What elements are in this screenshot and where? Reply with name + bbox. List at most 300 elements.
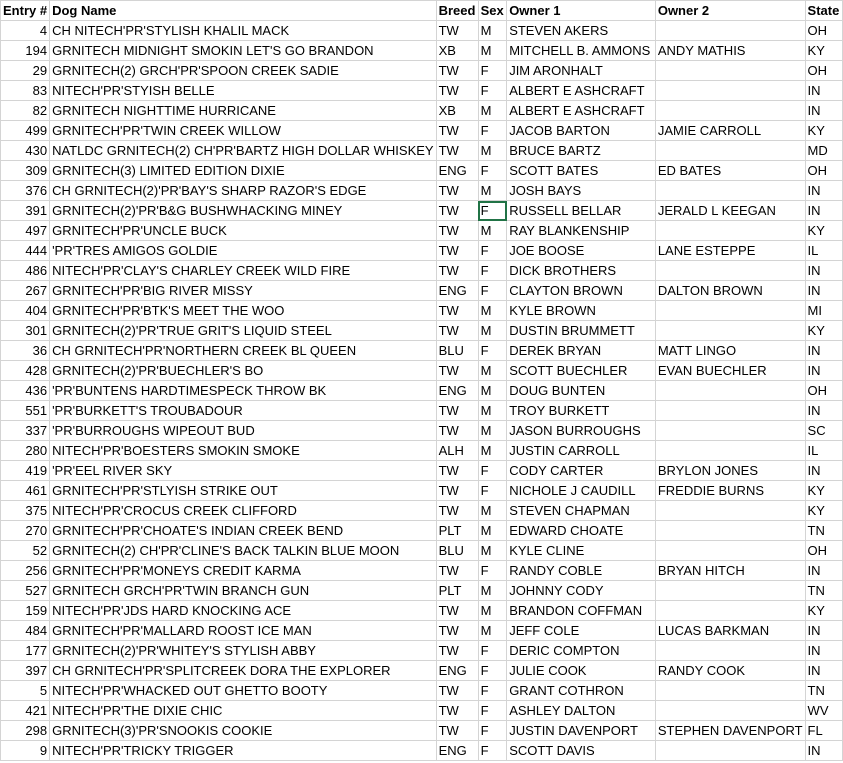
cell-owner-2[interactable] bbox=[655, 61, 805, 81]
cell-owner-1[interactable]: STEVEN AKERS bbox=[507, 21, 656, 41]
cell-dog-name[interactable]: CH GRNITECH'PR'SPLITCREEK DORA THE EXPLORER bbox=[50, 661, 437, 681]
cell-dog-name[interactable]: NATLDC GRNITECH(2) CH'PR'BARTZ HIGH DOLLAR WHISKEY bbox=[50, 141, 437, 161]
cell-breed[interactable]: XB bbox=[436, 101, 478, 121]
cell-entry[interactable]: 486 bbox=[1, 261, 50, 281]
cell-dog-name[interactable]: 'PR'BURKETT'S TROUBADOUR bbox=[50, 401, 437, 421]
cell-sex[interactable]: F bbox=[478, 741, 507, 761]
cell-dog-name[interactable]: GRNITECH'PR'TWIN CREEK WILLOW bbox=[50, 121, 437, 141]
cell-owner-1[interactable]: ALBERT E ASHCRAFT bbox=[507, 101, 656, 121]
cell-entry[interactable]: 397 bbox=[1, 661, 50, 681]
cell-owner-1[interactable]: SCOTT BATES bbox=[507, 161, 656, 181]
cell-owner-2[interactable] bbox=[655, 301, 805, 321]
cell-dog-name[interactable]: GRNITECH(2)'PR'TRUE GRIT'S LIQUID STEEL bbox=[50, 321, 437, 341]
cell-breed[interactable]: TW bbox=[436, 141, 478, 161]
cell-owner-2[interactable] bbox=[655, 381, 805, 401]
cell-owner-1[interactable]: JOE BOOSE bbox=[507, 241, 656, 261]
cell-state[interactable]: TN bbox=[805, 681, 842, 701]
cell-owner-1[interactable]: ALBERT E ASHCRAFT bbox=[507, 81, 656, 101]
cell-entry[interactable]: 270 bbox=[1, 521, 50, 541]
cell-entry[interactable]: 309 bbox=[1, 161, 50, 181]
header-sex[interactable]: Sex bbox=[478, 1, 507, 21]
cell-owner-1[interactable]: CLAYTON BROWN bbox=[507, 281, 656, 301]
cell-entry[interactable]: 436 bbox=[1, 381, 50, 401]
cell-dog-name[interactable]: GRNITECH NIGHTTIME HURRICANE bbox=[50, 101, 437, 121]
cell-dog-name[interactable]: GRNITECH'PR'CHOATE'S INDIAN CREEK BEND bbox=[50, 521, 437, 541]
cell-owner-1[interactable]: CODY CARTER bbox=[507, 461, 656, 481]
cell-sex[interactable]: M bbox=[478, 581, 507, 601]
cell-sex[interactable]: F bbox=[478, 261, 507, 281]
cell-owner-1[interactable]: JEFF COLE bbox=[507, 621, 656, 641]
cell-entry[interactable]: 461 bbox=[1, 481, 50, 501]
cell-dog-name[interactable]: CH NITECH'PR'STYLISH KHALIL MACK bbox=[50, 21, 437, 41]
cell-sex[interactable]: M bbox=[478, 441, 507, 461]
cell-sex[interactable]: F bbox=[478, 561, 507, 581]
cell-breed[interactable]: TW bbox=[436, 321, 478, 341]
cell-entry[interactable]: 82 bbox=[1, 101, 50, 121]
cell-owner-1[interactable]: RUSSELL BELLAR bbox=[507, 201, 656, 221]
cell-state[interactable]: KY bbox=[805, 221, 842, 241]
cell-sex[interactable]: M bbox=[478, 401, 507, 421]
cell-breed[interactable]: ALH bbox=[436, 441, 478, 461]
cell-owner-2[interactable] bbox=[655, 81, 805, 101]
cell-state[interactable]: KY bbox=[805, 321, 842, 341]
cell-state[interactable]: OH bbox=[805, 541, 842, 561]
cell-sex[interactable]: M bbox=[478, 521, 507, 541]
cell-sex[interactable]: F bbox=[478, 641, 507, 661]
cell-dog-name[interactable]: NITECH'PR'CLAY'S CHARLEY CREEK WILD FIRE bbox=[50, 261, 437, 281]
cell-owner-1[interactable]: DEREK BRYAN bbox=[507, 341, 656, 361]
cell-owner-1[interactable]: STEVEN CHAPMAN bbox=[507, 501, 656, 521]
table-row bbox=[1, 541, 843, 561]
cell-dog-name[interactable]: 'PR'EEL RIVER SKY bbox=[50, 461, 437, 481]
cell-owner-1[interactable]: BRUCE BARTZ bbox=[507, 141, 656, 161]
cell-sex[interactable]: M bbox=[478, 321, 507, 341]
cell-state[interactable]: MI bbox=[805, 301, 842, 321]
header-row bbox=[1, 1, 843, 21]
cell-dog-name[interactable]: NITECH'PR'CROCUS CREEK CLIFFORD bbox=[50, 501, 437, 521]
cell-state[interactable]: IL bbox=[805, 441, 842, 461]
cell-state[interactable]: IN bbox=[805, 261, 842, 281]
table-row bbox=[1, 721, 843, 741]
cell-state[interactable]: IN bbox=[805, 641, 842, 661]
cell-owner-2[interactable] bbox=[655, 321, 805, 341]
cell-owner-2[interactable] bbox=[655, 421, 805, 441]
cell-breed[interactable]: TW bbox=[436, 61, 478, 81]
cell-entry[interactable]: 444 bbox=[1, 241, 50, 261]
cell-state[interactable]: IN bbox=[805, 401, 842, 421]
table-row bbox=[1, 221, 843, 241]
cell-entry[interactable]: 428 bbox=[1, 361, 50, 381]
cell-sex[interactable]: M bbox=[478, 21, 507, 41]
cell-sex[interactable]: M bbox=[478, 601, 507, 621]
table-row bbox=[1, 381, 843, 401]
cell-state[interactable]: TN bbox=[805, 521, 842, 541]
cell-owner-2[interactable]: DALTON BROWN bbox=[655, 281, 805, 301]
cell-dog-name[interactable]: 'PR'BUNTENS HARDTIMESPECK THROW BK bbox=[50, 381, 437, 401]
table-row bbox=[1, 21, 843, 41]
cell-dog-name[interactable]: GRNITECH(3) LIMITED EDITION DIXIE bbox=[50, 161, 437, 181]
cell-dog-name[interactable]: NITECH'PR'JDS HARD KNOCKING ACE bbox=[50, 601, 437, 621]
cell-state[interactable]: SC bbox=[805, 421, 842, 441]
table-row bbox=[1, 361, 843, 381]
cell-breed[interactable]: TW bbox=[436, 621, 478, 641]
cell-owner-2[interactable]: MATT LINGO bbox=[655, 341, 805, 361]
table-row bbox=[1, 241, 843, 261]
cell-sex[interactable]: F bbox=[478, 121, 507, 141]
cell-sex[interactable]: M bbox=[478, 541, 507, 561]
cell-breed[interactable]: TW bbox=[436, 401, 478, 421]
cell-entry[interactable]: 298 bbox=[1, 721, 50, 741]
cell-entry[interactable]: 551 bbox=[1, 401, 50, 421]
cell-owner-2[interactable] bbox=[655, 101, 805, 121]
cell-breed[interactable]: XB bbox=[436, 41, 478, 61]
cell-owner-2[interactable] bbox=[655, 21, 805, 41]
cell-entry[interactable]: 301 bbox=[1, 321, 50, 341]
cell-owner-1[interactable]: KYLE CLINE bbox=[507, 541, 656, 561]
cell-breed[interactable]: ENG bbox=[436, 161, 478, 181]
cell-entry[interactable]: 391 bbox=[1, 201, 50, 221]
table-row bbox=[1, 501, 843, 521]
cell-entry[interactable]: 5 bbox=[1, 681, 50, 701]
table-row bbox=[1, 481, 843, 501]
cell-entry[interactable]: 430 bbox=[1, 141, 50, 161]
cell-dog-name[interactable]: GRNITECH'PR'STLYISH STRIKE OUT bbox=[50, 481, 437, 501]
cell-owner-2[interactable]: BRYAN HITCH bbox=[655, 561, 805, 581]
cell-breed[interactable]: TW bbox=[436, 21, 478, 41]
cell-sex[interactable]: F bbox=[478, 481, 507, 501]
cell-breed[interactable]: TW bbox=[436, 701, 478, 721]
table-row bbox=[1, 141, 843, 161]
cell-owner-1[interactable]: JUSTIN DAVENPORT bbox=[507, 721, 656, 741]
cell-state[interactable]: IN bbox=[805, 101, 842, 121]
cell-state[interactable]: KY bbox=[805, 41, 842, 61]
cell-sex[interactable]: M bbox=[478, 421, 507, 441]
cell-dog-name[interactable]: 'PR'BURROUGHS WIPEOUT BUD bbox=[50, 421, 437, 441]
cell-owner-2[interactable] bbox=[655, 441, 805, 461]
cell-breed[interactable]: TW bbox=[436, 501, 478, 521]
cell-entry[interactable]: 484 bbox=[1, 621, 50, 641]
cell-dog-name[interactable]: GRNITECH(2) CH'PR'CLINE'S BACK TALKIN BLUE MOON bbox=[50, 541, 437, 561]
cell-owner-2[interactable] bbox=[655, 741, 805, 761]
cell-state[interactable]: IN bbox=[805, 361, 842, 381]
cell-owner-1[interactable]: JIM ARONHALT bbox=[507, 61, 656, 81]
cell-owner-2[interactable] bbox=[655, 261, 805, 281]
cell-entry[interactable]: 4 bbox=[1, 21, 50, 41]
cell-owner-1[interactable]: JACOB BARTON bbox=[507, 121, 656, 141]
cell-sex[interactable]: M bbox=[478, 621, 507, 641]
cell-dog-name[interactable]: GRNITECH'PR'UNCLE BUCK bbox=[50, 221, 437, 241]
cell-entry[interactable]: 280 bbox=[1, 441, 50, 461]
cell-owner-1[interactable]: JULIE COOK bbox=[507, 661, 656, 681]
table-row bbox=[1, 261, 843, 281]
cell-state[interactable]: OH bbox=[805, 161, 842, 181]
cell-state[interactable]: IN bbox=[805, 561, 842, 581]
cell-entry[interactable]: 499 bbox=[1, 121, 50, 141]
cell-dog-name[interactable]: GRNITECH(3)'PR'SNOOKIS COOKIE bbox=[50, 721, 437, 741]
cell-owner-2[interactable] bbox=[655, 681, 805, 701]
cell-dog-name[interactable]: GRNITECH(2) GRCH'PR'SPOON CREEK SADIE bbox=[50, 61, 437, 81]
cell-state[interactable]: IN bbox=[805, 461, 842, 481]
table-row bbox=[1, 101, 843, 121]
table-row bbox=[1, 661, 843, 681]
cell-breed[interactable]: TW bbox=[436, 301, 478, 321]
cell-breed[interactable]: TW bbox=[436, 721, 478, 741]
cell-sex[interactable]: F bbox=[478, 681, 507, 701]
table-row bbox=[1, 561, 843, 581]
cell-owner-1[interactable]: SCOTT DAVIS bbox=[507, 741, 656, 761]
cell-breed[interactable]: PLT bbox=[436, 581, 478, 601]
cell-breed[interactable]: TW bbox=[436, 361, 478, 381]
cell-owner-1[interactable]: RANDY COBLE bbox=[507, 561, 656, 581]
cell-entry[interactable]: 497 bbox=[1, 221, 50, 241]
cell-sex[interactable]: F bbox=[478, 161, 507, 181]
cell-state[interactable]: IL bbox=[805, 241, 842, 261]
cell-breed[interactable]: TW bbox=[436, 201, 478, 221]
table-row bbox=[1, 321, 843, 341]
cell-owner-2[interactable]: EVAN BUECHLER bbox=[655, 361, 805, 381]
cell-state[interactable]: IN bbox=[805, 341, 842, 361]
cell-sex[interactable]: F bbox=[478, 81, 507, 101]
cell-owner-2[interactable]: JAMIE CARROLL bbox=[655, 121, 805, 141]
cell-dog-name[interactable]: NITECH'PR'BOESTERS SMOKIN SMOKE bbox=[50, 441, 437, 461]
cell-owner-2[interactable]: FREDDIE BURNS bbox=[655, 481, 805, 501]
cell-entry[interactable]: 375 bbox=[1, 501, 50, 521]
cell-breed[interactable]: TW bbox=[436, 561, 478, 581]
cell-owner-2[interactable]: BRYLON JONES bbox=[655, 461, 805, 481]
cell-dog-name[interactable]: GRNITECH(2)'PR'B&G BUSHWHACKING MINEY bbox=[50, 201, 437, 221]
cell-sex[interactable]: F bbox=[478, 661, 507, 681]
header-owner-2[interactable]: Owner 2 bbox=[655, 1, 805, 21]
cell-owner-1[interactable]: BRANDON COFFMAN bbox=[507, 601, 656, 621]
cell-owner-1[interactable]: KYLE BROWN bbox=[507, 301, 656, 321]
cell-owner-2[interactable]: STEPHEN DAVENPORT bbox=[655, 721, 805, 741]
cell-dog-name[interactable]: GRNITECH'PR'BTK'S MEET THE WOO bbox=[50, 301, 437, 321]
cell-breed[interactable]: ENG bbox=[436, 381, 478, 401]
cell-breed[interactable]: TW bbox=[436, 81, 478, 101]
cell-state[interactable]: KY bbox=[805, 121, 842, 141]
cell-breed[interactable]: BLU bbox=[436, 541, 478, 561]
cell-entry[interactable]: 337 bbox=[1, 421, 50, 441]
cell-state[interactable]: IN bbox=[805, 201, 842, 221]
cell-entry[interactable]: 177 bbox=[1, 641, 50, 661]
cell-dog-name[interactable]: GRNITECH MIDNIGHT SMOKIN LET'S GO BRANDON bbox=[50, 41, 437, 61]
cell-breed[interactable]: PLT bbox=[436, 521, 478, 541]
table-row bbox=[1, 301, 843, 321]
cell-owner-1[interactable]: JUSTIN CARROLL bbox=[507, 441, 656, 461]
cell-owner-1[interactable]: DERIC COMPTON bbox=[507, 641, 656, 661]
cell-dog-name[interactable]: CH GRNITECH(2)'PR'BAY'S SHARP RAZOR'S EDGE bbox=[50, 181, 437, 201]
cell-dog-name[interactable]: NITECH'PR'TRICKY TRIGGER bbox=[50, 741, 437, 761]
cell-dog-name[interactable]: GRNITECH GRCH'PR'TWIN BRANCH GUN bbox=[50, 581, 437, 601]
table-row bbox=[1, 581, 843, 601]
cell-state[interactable]: TN bbox=[805, 581, 842, 601]
cell-dog-name[interactable]: GRNITECH(2)'PR'BUECHLER'S BO bbox=[50, 361, 437, 381]
cell-state[interactable]: MD bbox=[805, 141, 842, 161]
cell-owner-2[interactable]: LUCAS BARKMAN bbox=[655, 621, 805, 641]
header-breed[interactable]: Breed bbox=[436, 1, 478, 21]
cell-state[interactable]: IN bbox=[805, 621, 842, 641]
cell-sex[interactable]: F bbox=[478, 201, 507, 221]
cell-entry[interactable]: 159 bbox=[1, 601, 50, 621]
cell-breed[interactable]: TW bbox=[436, 221, 478, 241]
cell-state[interactable]: OH bbox=[805, 381, 842, 401]
cell-owner-1[interactable]: TROY BURKETT bbox=[507, 401, 656, 421]
cell-sex[interactable]: F bbox=[478, 61, 507, 81]
table-row bbox=[1, 401, 843, 421]
cell-entry[interactable]: 419 bbox=[1, 461, 50, 481]
table-row bbox=[1, 421, 843, 441]
cell-owner-1[interactable]: SCOTT BUECHLER bbox=[507, 361, 656, 381]
cell-entry[interactable]: 421 bbox=[1, 701, 50, 721]
cell-owner-1[interactable]: MITCHELL B. AMMONS bbox=[507, 41, 656, 61]
table-row bbox=[1, 701, 843, 721]
cell-owner-2[interactable] bbox=[655, 701, 805, 721]
cell-sex[interactable]: F bbox=[478, 721, 507, 741]
cell-dog-name[interactable]: NITECH'PR'THE DIXIE CHIC bbox=[50, 701, 437, 721]
cell-sex[interactable]: M bbox=[478, 181, 507, 201]
cell-breed[interactable]: TW bbox=[436, 241, 478, 261]
header-dog-name[interactable]: Dog Name bbox=[50, 1, 437, 21]
cell-sex[interactable]: M bbox=[478, 381, 507, 401]
cell-entry[interactable]: 9 bbox=[1, 741, 50, 761]
cell-state[interactable]: OH bbox=[805, 21, 842, 41]
cell-breed[interactable]: TW bbox=[436, 121, 478, 141]
cell-owner-1[interactable]: JASON BURROUGHS bbox=[507, 421, 656, 441]
cell-state[interactable]: KY bbox=[805, 601, 842, 621]
cell-sex[interactable]: F bbox=[478, 701, 507, 721]
table-row bbox=[1, 681, 843, 701]
cell-owner-2[interactable]: ANDY MATHIS bbox=[655, 41, 805, 61]
cell-sex[interactable]: M bbox=[478, 101, 507, 121]
cell-entry[interactable]: 36 bbox=[1, 341, 50, 361]
cell-breed[interactable]: TW bbox=[436, 421, 478, 441]
cell-state[interactable]: OH bbox=[805, 61, 842, 81]
cell-state[interactable]: WV bbox=[805, 701, 842, 721]
cell-dog-name[interactable]: GRNITECH'PR'MALLARD ROOST ICE MAN bbox=[50, 621, 437, 641]
cell-dog-name[interactable]: GRNITECH'PR'MONEYS CREDIT KARMA bbox=[50, 561, 437, 581]
cell-owner-2[interactable]: ED BATES bbox=[655, 161, 805, 181]
cell-owner-2[interactable] bbox=[655, 581, 805, 601]
header-state[interactable]: State bbox=[805, 1, 842, 21]
cell-sex[interactable]: M bbox=[478, 501, 507, 521]
cell-state[interactable]: FL bbox=[805, 721, 842, 741]
cell-owner-1[interactable]: RAY BLANKENSHIP bbox=[507, 221, 656, 241]
table-row bbox=[1, 441, 843, 461]
cell-entry[interactable]: 256 bbox=[1, 561, 50, 581]
table-row bbox=[1, 81, 843, 101]
cell-owner-2[interactable] bbox=[655, 601, 805, 621]
cell-sex[interactable]: M bbox=[478, 361, 507, 381]
cell-entry[interactable]: 52 bbox=[1, 541, 50, 561]
cell-owner-2[interactable] bbox=[655, 181, 805, 201]
cell-breed[interactable]: BLU bbox=[436, 341, 478, 361]
header-owner-1[interactable]: Owner 1 bbox=[507, 1, 656, 21]
cell-state[interactable]: KY bbox=[805, 501, 842, 521]
cell-owner-2[interactable] bbox=[655, 521, 805, 541]
cell-sex[interactable]: F bbox=[478, 461, 507, 481]
cell-breed[interactable]: ENG bbox=[436, 741, 478, 761]
table-row bbox=[1, 281, 843, 301]
cell-sex[interactable]: F bbox=[478, 241, 507, 261]
cell-breed[interactable]: TW bbox=[436, 601, 478, 621]
cell-breed[interactable]: TW bbox=[436, 181, 478, 201]
cell-sex[interactable]: M bbox=[478, 301, 507, 321]
cell-entry[interactable]: 527 bbox=[1, 581, 50, 601]
cell-entry[interactable]: 267 bbox=[1, 281, 50, 301]
cell-breed[interactable]: ENG bbox=[436, 281, 478, 301]
cell-entry[interactable]: 376 bbox=[1, 181, 50, 201]
table-row bbox=[1, 41, 843, 61]
cell-breed[interactable]: TW bbox=[436, 481, 478, 501]
cell-owner-2[interactable]: RANDY COOK bbox=[655, 661, 805, 681]
cell-state[interactable]: IN bbox=[805, 181, 842, 201]
cell-state[interactable]: IN bbox=[805, 741, 842, 761]
cell-dog-name[interactable]: 'PR'TRES AMIGOS GOLDIE bbox=[50, 241, 437, 261]
cell-dog-name[interactable]: NITECH'PR'WHACKED OUT GHETTO BOOTY bbox=[50, 681, 437, 701]
cell-entry[interactable]: 83 bbox=[1, 81, 50, 101]
cell-sex[interactable]: M bbox=[478, 221, 507, 241]
cell-owner-2[interactable] bbox=[655, 541, 805, 561]
cell-sex[interactable]: M bbox=[478, 41, 507, 61]
cell-sex[interactable]: F bbox=[478, 281, 507, 301]
cell-breed[interactable]: ENG bbox=[436, 661, 478, 681]
table-row bbox=[1, 201, 843, 221]
cell-owner-1[interactable]: JOSH BAYS bbox=[507, 181, 656, 201]
cell-dog-name[interactable]: GRNITECH'PR'BIG RIVER MISSY bbox=[50, 281, 437, 301]
cell-owner-1[interactable]: NICHOLE J CAUDILL bbox=[507, 481, 656, 501]
cell-owner-2[interactable] bbox=[655, 141, 805, 161]
cell-owner-1[interactable]: DUSTIN BRUMMETT bbox=[507, 321, 656, 341]
cell-state[interactable]: IN bbox=[805, 81, 842, 101]
cell-dog-name[interactable]: NITECH'PR'STYISH BELLE bbox=[50, 81, 437, 101]
table-row bbox=[1, 521, 843, 541]
table-row bbox=[1, 741, 843, 761]
cell-owner-2[interactable] bbox=[655, 401, 805, 421]
table-row bbox=[1, 621, 843, 641]
cell-owner-1[interactable]: GRANT COTHRON bbox=[507, 681, 656, 701]
cell-owner-2[interactable]: JERALD L KEEGAN bbox=[655, 201, 805, 221]
cell-owner-1[interactable]: DOUG BUNTEN bbox=[507, 381, 656, 401]
cell-owner-2[interactable] bbox=[655, 641, 805, 661]
cell-owner-1[interactable]: EDWARD CHOATE bbox=[507, 521, 656, 541]
header-entry[interactable]: Entry # bbox=[1, 1, 50, 21]
table-row bbox=[1, 641, 843, 661]
cell-state[interactable]: IN bbox=[805, 661, 842, 681]
cell-state[interactable]: IN bbox=[805, 281, 842, 301]
cell-owner-1[interactable]: DICK BROTHERS bbox=[507, 261, 656, 281]
table-row bbox=[1, 181, 843, 201]
cell-state[interactable]: KY bbox=[805, 481, 842, 501]
table-row bbox=[1, 341, 843, 361]
cell-owner-2[interactable] bbox=[655, 501, 805, 521]
cell-breed[interactable]: TW bbox=[436, 641, 478, 661]
cell-owner-2[interactable] bbox=[655, 221, 805, 241]
cell-entry[interactable]: 29 bbox=[1, 61, 50, 81]
table-row bbox=[1, 121, 843, 141]
cell-breed[interactable]: TW bbox=[436, 461, 478, 481]
cell-sex[interactable]: F bbox=[478, 341, 507, 361]
cell-breed[interactable]: TW bbox=[436, 261, 478, 281]
cell-entry[interactable]: 404 bbox=[1, 301, 50, 321]
cell-breed[interactable]: TW bbox=[436, 681, 478, 701]
cell-dog-name[interactable]: GRNITECH(2)'PR'WHITEY'S STYLISH ABBY bbox=[50, 641, 437, 661]
cell-entry[interactable]: 194 bbox=[1, 41, 50, 61]
cell-dog-name[interactable]: CH GRNITECH'PR'NORTHERN CREEK BL QUEEN bbox=[50, 341, 437, 361]
cell-sex[interactable]: M bbox=[478, 141, 507, 161]
cell-owner-1[interactable]: JOHNNY CODY bbox=[507, 581, 656, 601]
cell-owner-1[interactable]: ASHLEY DALTON bbox=[507, 701, 656, 721]
cell-owner-2[interactable]: LANE ESTEPPE bbox=[655, 241, 805, 261]
